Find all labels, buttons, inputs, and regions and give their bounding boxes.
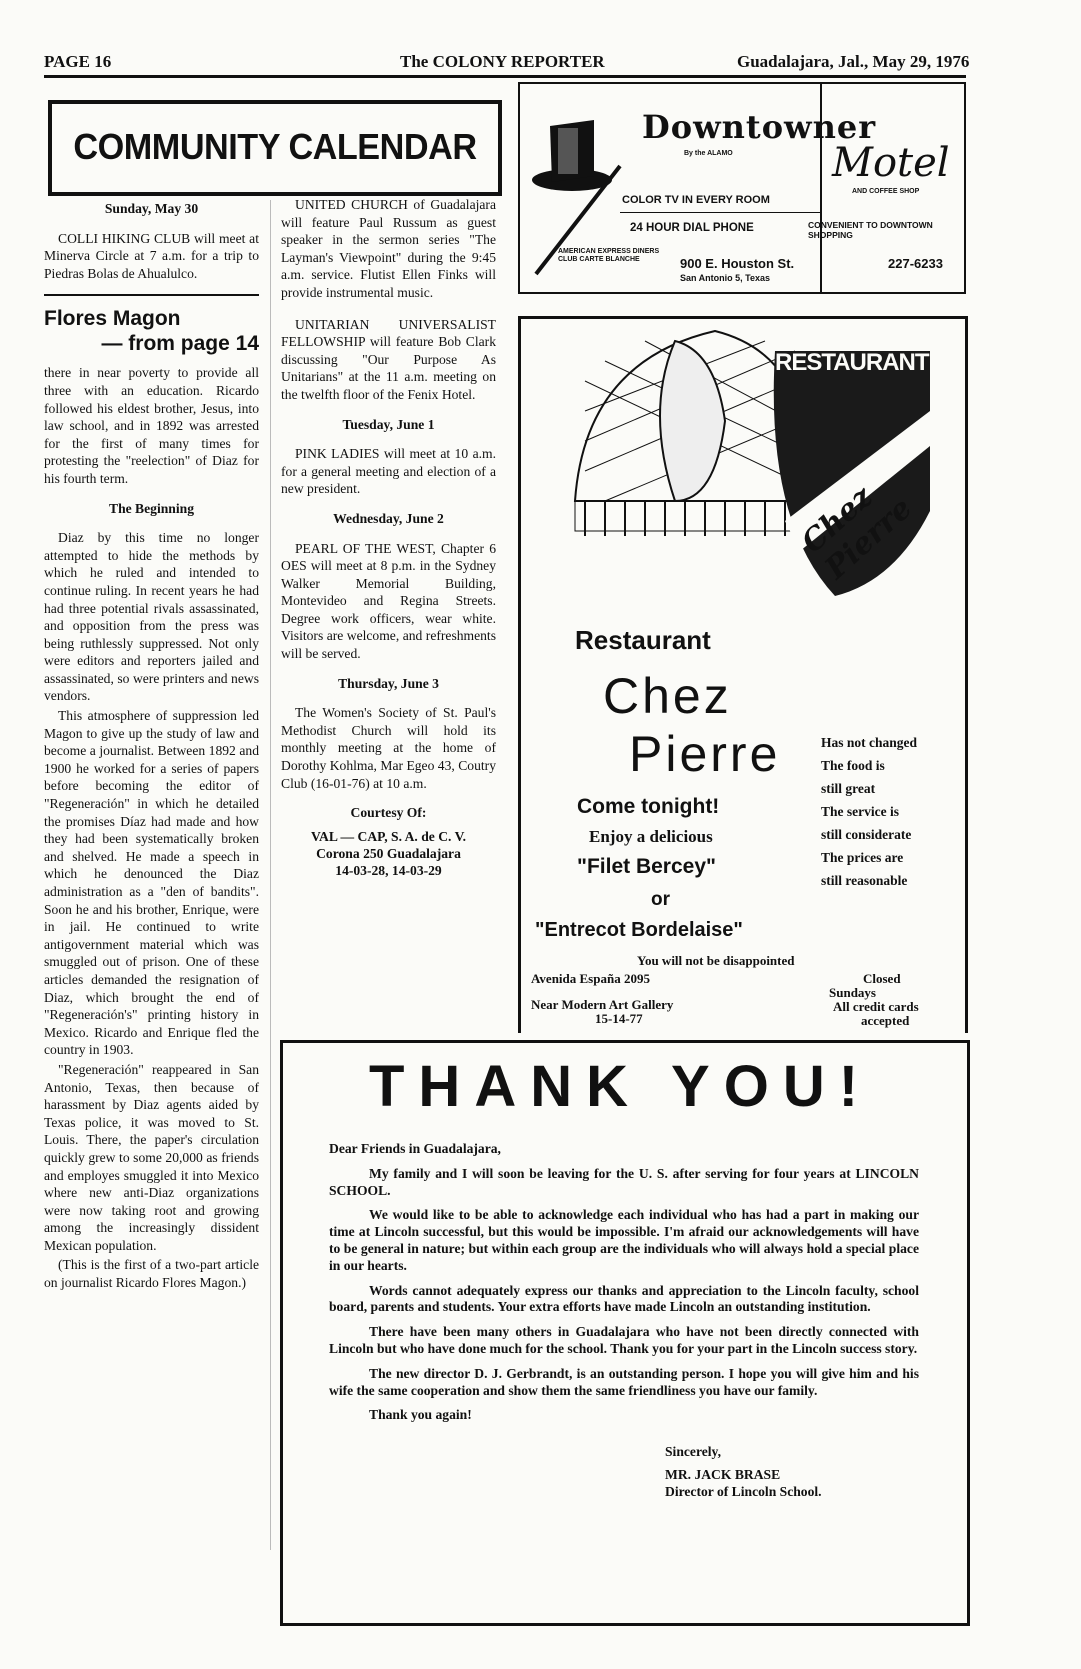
side-text-line: The food is (821, 758, 885, 773)
ad-rule (620, 212, 820, 213)
letter-paragraph: The new director D. J. Gerbrandt, is an outstanding person. I hope you will give him and his wife the same cooperation and show them the same friendliness you have our family. (329, 1365, 919, 1398)
restaurant-advertisement (518, 316, 968, 1033)
calendar-day-heading: Wednesday, June 2 (333, 510, 444, 526)
calendar-title: COMMUNITY CALENDAR (73, 126, 477, 167)
calendar-item: UNITARIAN UNIVERSALIST FELLOWSHIP will feature Bob Clark discussing "Our Purpose As Unitarians" at the 11 a.m. meeting on the twelfth floor of the Fenix Hotel. (281, 316, 496, 402)
signature-block (665, 1443, 822, 1500)
motel-city: San Antonio 5, Texas (680, 273, 771, 283)
article-title: Flores Magon (44, 307, 181, 331)
restaurant-sign-script: Chez Pierre (795, 479, 920, 587)
courtesy-phones: 14-03-28, 14-03-29 (335, 862, 442, 878)
article-paragraph: "Regeneración" reappeared in San Antonio, Texas, then because of harassment by Diaz agents aided by Texas police, it was moved to St. Louis. There, the paper's circulation quickly grew to some 20,000 as friends and employes smuggled it into Mexico where new anti-Diaz organizations were now taking root and growing among the increasingly dissident Mexican population. (44, 1061, 259, 1253)
article-paragraph: This atmosphere of suppression led Magon to give up the study of law and become a journalist. Between 1892 and 1900 he worked for a series of papers before becoming the editor of "Regeneración" in which he detailed the promises Díaz had made and how they had been systematically broken and shelved. He made a speech in which he denounced the Diaz administration as a "den of bandits". Soon he and his brother, Enrique, were in jail. He continued to write antigovernment material which was smuggled out of prison. One of these articles demanded the resignation of Diaz, which brought the end of "Regeneración's" printing history in Mexico. Ricardo and Enrique fled the country in 1903. (44, 708, 259, 1058)
masthead-rule (44, 75, 966, 78)
courtesy-heading: Courtesy Of: (350, 805, 427, 821)
side-text-line: still considerate (821, 827, 912, 842)
motel-name: Downtowner (642, 108, 877, 146)
restaurant-name-line1: Chez (603, 668, 732, 724)
courtesy-address: Corona 250 Guadalajara (316, 845, 461, 861)
restaurant-phone: 15-14-77 (595, 1011, 643, 1026)
restaurant-address: Avenida España 2095 (531, 971, 650, 986)
restaurant-name-line2: Pierre (629, 726, 781, 782)
calendar-day-heading: Tuesday, June 1 (342, 416, 435, 432)
thank-you-title: THANK YOU! (369, 1054, 873, 1119)
color-tv-label: COLOR TV IN EVERY ROOM (622, 194, 770, 206)
accepted-label: accepted (861, 1013, 910, 1028)
dish-filet-bercey: "Filet Bercey" (577, 855, 716, 878)
signer-name: MR. JACK BRASE (665, 1467, 781, 1482)
calendar-day-heading: Sunday, May 30 (104, 201, 199, 216)
calendar-title-box (48, 100, 502, 196)
restaurant-label: Restaurant (575, 625, 711, 655)
motel-byline: By the ALAMO (684, 150, 733, 157)
courtesy-block (281, 828, 496, 879)
letter-closing-thanks: Thank you again! (369, 1407, 472, 1423)
motel-address: 900 E. Houston St. (680, 256, 795, 271)
article-paragraph: there in near poverty to provide all three with an education. Ricardo followed his eldest brother, Jesus, into law school, and in 1892 was arrested for the first of many times for protesting the "reelection" of Diaz for his fourth term. (44, 365, 259, 486)
side-text-line: The service is (821, 804, 899, 819)
letter-paragraph: My family and I will soon be leaving for the U. S. after serving for four years at LINCOLN SCHOOL. (329, 1165, 919, 1198)
motel-phone: 227-6233 (888, 256, 943, 271)
calendar-item: UNITED CHURCH of Guadalajara will feature Paul Russum as guest speaker in the sermon series "The Layman's Viewpoint" during the 9:45 a.m. service. Flutist Ellen Finks will provide instrumental music. (281, 197, 496, 300)
restaurant-sign: RESTAURANT (775, 349, 929, 376)
side-text-line: still reasonable (821, 873, 908, 888)
calendar-item: COLLI HIKING CLUB will meet at Minerva Circle at 7 a.m. for a trip to Piedras Bolas de Ahualulco. (44, 230, 259, 281)
courtesy-company: VAL — CAP, S. A. de C. V. (310, 828, 467, 844)
dish-entrecot: "Entrecot Bordelaise" (535, 919, 743, 941)
page-number: PAGE 16 (44, 52, 112, 71)
side-text-line: The prices are (821, 850, 904, 865)
dish-or: or (651, 889, 670, 910)
signer-role: Director of Lincoln School. (665, 1484, 822, 1499)
thank-you-box (280, 1040, 970, 1626)
disappoint-line: You will not be disappointed (637, 953, 795, 968)
article-section-heading: The Beginning (109, 500, 194, 516)
coffee-shop-label: AND COFFEE SHOP (852, 188, 920, 195)
motel-advertisement (518, 82, 966, 294)
come-tonight: Come tonight! (577, 795, 720, 818)
sundays-label: Sundays (829, 985, 876, 1000)
closed-label: Closed (863, 971, 901, 986)
convenient-label: CONVENIENT TO DOWNTOWN SHOPPING (808, 220, 933, 240)
signoff: Sincerely, (665, 1444, 722, 1459)
credit-cards-accepted: All credit cards (833, 999, 919, 1014)
calendar-item: The Women's Society of St. Paul's Methodist Church will hold its monthly meeting at the home of Dorothy Kohlma, Mar Egeo 43, Coutry Club (16-01-76) at 10 a.m. (281, 705, 496, 791)
credit-cards-label: AMERICAN EXPRESS DINERS CLUB CARTE BLANCHE (558, 248, 660, 263)
letter-greeting: Dear Friends in Guadalajara, (329, 1141, 501, 1156)
side-text-line: Has not changed (821, 735, 918, 750)
article-continuation: — from page 14 (101, 332, 259, 356)
restaurant-side-text (821, 731, 951, 892)
motel-script-title: Motel (832, 140, 950, 186)
letter-paragraph: We would like to be able to acknowledge each individual who has had a part in making our time at Lincoln successful, but this would be impossible. I'm afraid our acknowledgements will have to be general in nature; but within each group are the individuals who will always hold a special place in our hearts. (329, 1207, 919, 1273)
column-left (44, 196, 259, 1302)
letter-paragraph: Words cannot adequately express our thanks and appreciation to the Lincoln faculty, school board, parents and students. Your extra efforts have made Lincoln an outstanding institution. (329, 1282, 919, 1315)
section-divider (44, 294, 259, 296)
letter-paragraph: There have been many others in Guadalajara who have not been directly connected with Lincoln but who have done much for the school. Thank you for your part in the Lincoln success story. (329, 1324, 919, 1356)
column-rule (270, 200, 271, 1550)
column-middle (281, 196, 496, 879)
side-text-line: still great (821, 781, 876, 796)
restaurant-landmark: Near Modern Art Gallery (531, 997, 674, 1012)
article-paragraph: Diaz by this time no longer attempted to hide the methods by which he ruled and intended to continue ruling. In recent years he had had three potential rivals assassinated, and opposition from the press was being ruthlessly suppressed. Not only were editors and reporters jailed and assassinated, so were printers and news vendors. (44, 530, 259, 704)
thank-you-letter (329, 1141, 919, 1424)
calendar-item: PINK LADIES will meet at 10 a.m. for a general meeting and election of a new president. (281, 446, 496, 497)
newspaper-name: The COLONY REPORTER (400, 52, 605, 71)
article-note: (This is the first of a two-part article on journalist Ricardo Flores Magon.) (44, 1257, 259, 1291)
dateline: Guadalajara, Jal., May 29, 1976 (737, 52, 970, 71)
calendar-day-heading: Thursday, June 3 (338, 675, 439, 691)
calendar-item: PEARL OF THE WEST, Chapter 6 OES will meet at 8 p.m. in the Sydney Walker Memorial Building, Montevideo and Regina Streets. Degree work officers, wear white. Visitors are welcome, and refreshments will be served. (281, 540, 496, 662)
dial-phone-label: 24 HOUR DIAL PHONE (630, 222, 754, 234)
enjoy-label: Enjoy a delicious (589, 827, 713, 846)
